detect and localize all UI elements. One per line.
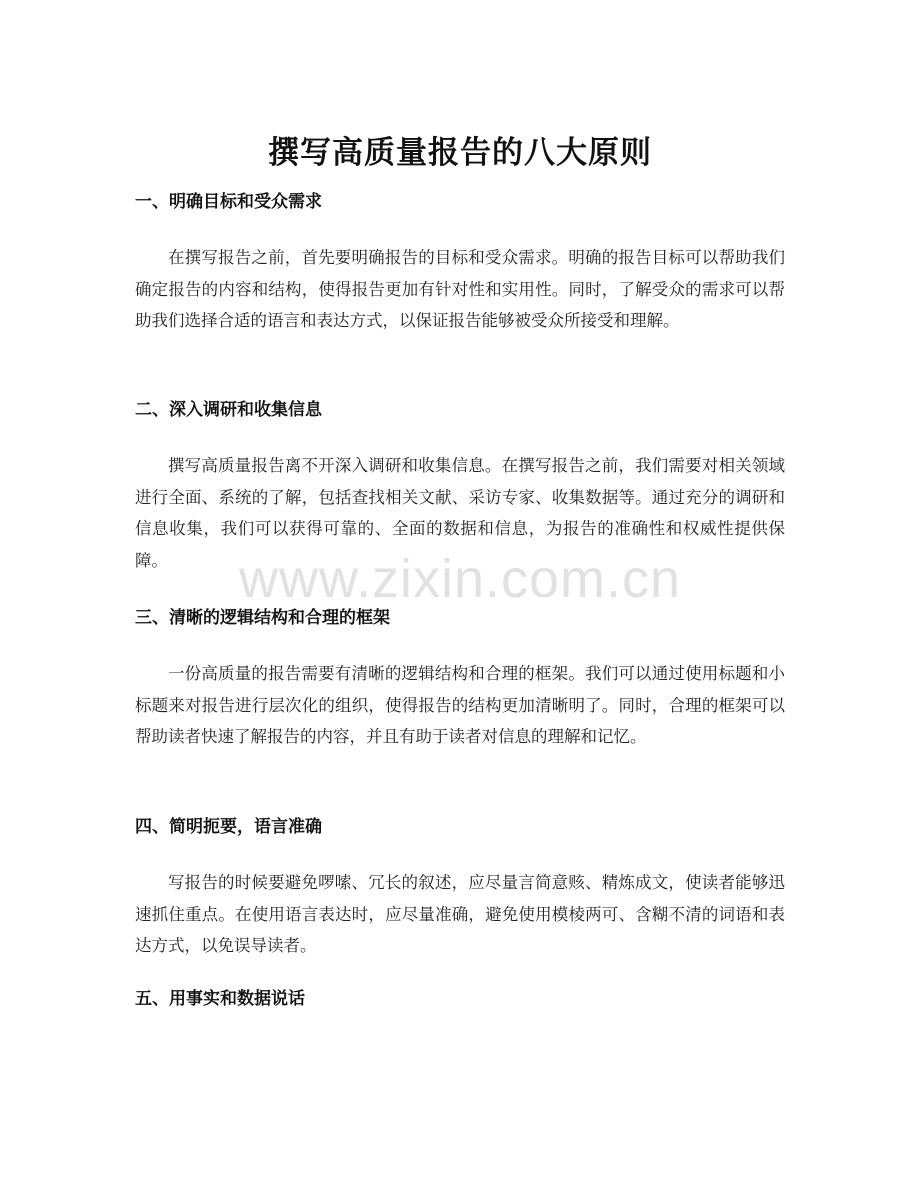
section-body: 撰写高质量报告离不开深入调研和收集信息。在撰写报告之前，我们需要对相关领域进行全面、系统的了解，包括查找相关文献、采访专家、收集数据等。通过充分的调研和信息收集，我们可以获得可靠的、全面的数据和信息，为报告的准确性和权威性提供保障。 <box>135 456 785 570</box>
section-body: 写报告的时候要避免啰嗦、冗长的叙述，应尽量言简意赅、精炼成文，使读者能够迅速抓住重点。在使用语言表达时，应尽量准确，避免使用模棱两可、含糊不清的词语和表达方式，以免误导读者。 <box>135 873 785 955</box>
section-3 <box>135 604 785 753</box>
section-5 <box>135 985 785 1013</box>
section-heading: 三、清晰的逻辑结构和合理的框架 <box>135 608 390 628</box>
section-1 <box>135 188 785 337</box>
section-body: 在撰写报告之前，首先要明确报告的目标和受众需求。明确的报告目标可以帮助我们确定报告的内容和结构，使得报告更加有针对性和实用性。同时，了解受众的需求可以帮助我们选择合适的语言和表达方式，以保证报告能够被受众所接受和理解。 <box>135 248 785 330</box>
section-heading: 四、简明扼要，语言准确 <box>135 817 322 837</box>
section-heading: 一、明确目标和受众需求 <box>135 192 322 212</box>
section-heading: 二、深入调研和收集信息 <box>135 400 322 420</box>
section-2 <box>135 396 785 576</box>
section-4 <box>135 813 785 962</box>
document-title: 撰写高质量报告的八大原则 <box>268 134 652 171</box>
watermark: www.zixin.com.cn <box>238 549 682 609</box>
section-body: 一份高质量的报告需要有清晰的逻辑结构和合理的框架。我们可以通过使用标题和小标题来对报告进行层次化的组织，使得报告的结构更加清晰明了。同时，合理的框架可以帮助读者快速了解报告的内容，并且有助于读者对信息的理解和记忆。 <box>135 664 785 746</box>
section-heading: 五、用事实和数据说话 <box>135 989 305 1009</box>
